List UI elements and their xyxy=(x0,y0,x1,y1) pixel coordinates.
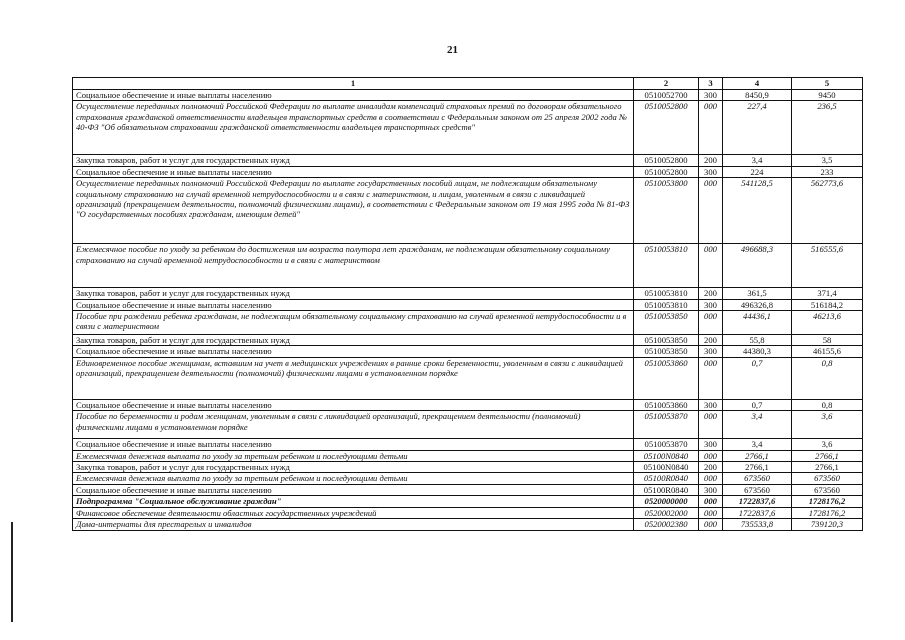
row-name-cell: Ежемесячная денежная выплата по уходу за третьим ребенком и последующими детьми xyxy=(73,450,634,461)
row-code-cell: 0510053810 xyxy=(634,288,699,299)
row-code-cell: 0510053850 xyxy=(634,311,699,335)
row-value-4-cell: 2766,1 xyxy=(723,450,792,461)
table-row xyxy=(73,299,863,310)
row-code-cell: 0510052800 xyxy=(634,101,699,155)
row-value-5-cell: 3,6 xyxy=(792,439,863,450)
table-row xyxy=(73,244,863,288)
row-name-cell: Закупка товаров, работ и услуг для государственных нужд xyxy=(73,335,634,346)
row-value-4-cell: 1722837,6 xyxy=(723,507,792,518)
row-value-4-cell: 44436,1 xyxy=(723,311,792,335)
row-value-4-cell: 1722837,6 xyxy=(723,496,792,507)
row-value-5-cell: 46213,6 xyxy=(792,311,863,335)
column-header: 1 xyxy=(73,78,634,90)
table-row xyxy=(73,496,863,507)
table-row xyxy=(73,519,863,530)
row-value-5-cell: 2766,1 xyxy=(792,462,863,473)
row-type-cell: 000 xyxy=(699,473,723,484)
row-value-4-cell: 0,7 xyxy=(723,357,792,399)
row-value-4-cell: 673560 xyxy=(723,473,792,484)
row-value-5-cell: 0,8 xyxy=(792,399,863,410)
table-row xyxy=(73,439,863,450)
row-value-5-cell: 3,5 xyxy=(792,155,863,166)
row-name-cell: Социальное обеспечение и иные выплаты населению xyxy=(73,299,634,310)
row-type-cell: 200 xyxy=(699,155,723,166)
row-code-cell: 0510053870 xyxy=(634,411,699,439)
row-value-5-cell: 0,8 xyxy=(792,357,863,399)
row-type-cell: 000 xyxy=(699,101,723,155)
row-name-cell: Ежемесячное пособие по уходу за ребенком до достижения им возраста полутора лет гражданам, не подлежащим обязательному социальному страхованию на случай временной нетрудоспособности и в связи с материнством xyxy=(73,244,634,288)
row-type-cell: 300 xyxy=(699,484,723,495)
row-type-cell: 000 xyxy=(699,357,723,399)
row-code-cell: 0510052700 xyxy=(634,90,699,101)
row-value-5-cell: 562773,6 xyxy=(792,178,863,244)
table-row xyxy=(73,484,863,495)
row-value-4-cell: 673560 xyxy=(723,484,792,495)
row-code-cell: 0510053850 xyxy=(634,346,699,357)
row-value-5-cell: 516184,2 xyxy=(792,299,863,310)
table-row xyxy=(73,346,863,357)
row-code-cell: 0510053800 xyxy=(634,178,699,244)
table-row xyxy=(73,450,863,461)
table-row xyxy=(73,311,863,335)
row-value-4-cell: 224 xyxy=(723,166,792,177)
row-type-cell: 000 xyxy=(699,507,723,518)
row-type-cell: 200 xyxy=(699,462,723,473)
row-value-5-cell: 2766,1 xyxy=(792,450,863,461)
row-value-4-cell: 8450,9 xyxy=(723,90,792,101)
row-value-5-cell: 1728176,2 xyxy=(792,507,863,518)
row-value-4-cell: 2766,1 xyxy=(723,462,792,473)
row-name-cell: Пособие при рождении ребенка гражданам, не подлежащим обязательному социальному страхованию на случай временной нетрудоспособности и в связи с материнством xyxy=(73,311,634,335)
row-value-4-cell: 361,5 xyxy=(723,288,792,299)
row-value-5-cell: 46155,6 xyxy=(792,346,863,357)
row-value-4-cell: 3,4 xyxy=(723,155,792,166)
row-value-5-cell: 739120,3 xyxy=(792,519,863,530)
row-code-cell: 05100N0840 xyxy=(634,462,699,473)
row-value-5-cell: 233 xyxy=(792,166,863,177)
column-header: 4 xyxy=(723,78,792,90)
row-type-cell: 000 xyxy=(699,311,723,335)
row-value-4-cell: 3,4 xyxy=(723,411,792,439)
row-code-cell: 0520000000 xyxy=(634,496,699,507)
row-type-cell: 200 xyxy=(699,335,723,346)
row-value-4-cell: 496326,8 xyxy=(723,299,792,310)
row-name-cell: Закупка товаров, работ и услуг для государственных нужд xyxy=(73,288,634,299)
row-value-5-cell: 236,5 xyxy=(792,101,863,155)
row-value-4-cell: 541128,5 xyxy=(723,178,792,244)
page-number: 21 xyxy=(447,44,458,56)
row-value-5-cell: 516555,6 xyxy=(792,244,863,288)
row-value-4-cell: 227,4 xyxy=(723,101,792,155)
row-type-cell: 300 xyxy=(699,439,723,450)
row-name-cell: Социальное обеспечение и иные выплаты населению xyxy=(73,439,634,450)
row-type-cell: 000 xyxy=(699,450,723,461)
row-type-cell: 000 xyxy=(699,411,723,439)
table-header-row xyxy=(73,78,863,90)
table-row xyxy=(73,462,863,473)
row-name-cell: Пособие по беременности и родам женщинам, уволенным в связи с ликвидацией организаций, прекращением деятельности (полномочий) физическими лицами в установленном порядке xyxy=(73,411,634,439)
row-code-cell: 05100R0840 xyxy=(634,473,699,484)
column-header: 3 xyxy=(699,78,723,90)
row-type-cell: 000 xyxy=(699,244,723,288)
row-type-cell: 300 xyxy=(699,346,723,357)
row-value-5-cell: 58 xyxy=(792,335,863,346)
row-type-cell: 300 xyxy=(699,90,723,101)
table-row xyxy=(73,101,863,155)
row-code-cell: 0510053810 xyxy=(634,299,699,310)
table-row xyxy=(73,335,863,346)
table-row xyxy=(73,155,863,166)
row-value-5-cell: 1728176,2 xyxy=(792,496,863,507)
row-value-5-cell: 9450 xyxy=(792,90,863,101)
row-code-cell: 0520002380 xyxy=(634,519,699,530)
column-header: 2 xyxy=(634,78,699,90)
table-row xyxy=(73,473,863,484)
row-name-cell: Закупка товаров, работ и услуг для государственных нужд xyxy=(73,155,634,166)
row-name-cell: Социальное обеспечение и иные выплаты населению xyxy=(73,399,634,410)
row-value-4-cell: 0,7 xyxy=(723,399,792,410)
row-code-cell: 0510052800 xyxy=(634,166,699,177)
row-name-cell: Социальное обеспечение и иные выплаты населению xyxy=(73,90,634,101)
row-value-4-cell: 55,8 xyxy=(723,335,792,346)
row-name-cell: Социальное обеспечение и иные выплаты населению xyxy=(73,166,634,177)
row-type-cell: 000 xyxy=(699,496,723,507)
row-type-cell: 000 xyxy=(699,178,723,244)
row-code-cell: 0520002000 xyxy=(634,507,699,518)
row-name-cell: Финансовое обеспечение деятельности областных государственных учреждений xyxy=(73,507,634,518)
row-name-cell: Закупка товаров, работ и услуг для государственных нужд xyxy=(73,462,634,473)
row-name-cell: Осуществление переданных полномочий Российской Федерации по выплате инвалидам компенсаций страховых премий по договорам обязательного страхования гражданской ответственности владельцев транспортных средств в соответствии с Федеральным законом от 25 апреля 2002 года № 40-ФЗ "Об обязательном страховании гражданской ответственности владельцев транспортных средств" xyxy=(73,101,634,155)
table-row xyxy=(73,178,863,244)
row-name-cell: Дома-интернаты для престарелых и инвалидов xyxy=(73,519,634,530)
row-code-cell: 0510053860 xyxy=(634,357,699,399)
row-value-5-cell: 371,4 xyxy=(792,288,863,299)
budget-table xyxy=(72,77,863,531)
table-row xyxy=(73,411,863,439)
row-code-cell: 05100N0840 xyxy=(634,450,699,461)
row-value-4-cell: 496688,3 xyxy=(723,244,792,288)
row-type-cell: 300 xyxy=(699,166,723,177)
row-type-cell: 300 xyxy=(699,299,723,310)
row-value-5-cell: 3,6 xyxy=(792,411,863,439)
table-row xyxy=(73,90,863,101)
row-code-cell: 0510052800 xyxy=(634,155,699,166)
table-row xyxy=(73,357,863,399)
row-code-cell: 0510053850 xyxy=(634,335,699,346)
row-type-cell: 000 xyxy=(699,519,723,530)
row-value-4-cell: 44380,3 xyxy=(723,346,792,357)
table-row xyxy=(73,399,863,410)
row-code-cell: 0510053870 xyxy=(634,439,699,450)
column-header: 5 xyxy=(792,78,863,90)
row-value-5-cell: 673560 xyxy=(792,484,863,495)
row-name-cell: Подпрограмма "Социальное обслуживание граждан" xyxy=(73,496,634,507)
margin-rule xyxy=(11,522,13,622)
row-name-cell: Осуществление переданных полномочий Российской Федерации по выплате государственных пособий лицам, не подлежащим обязательному социальному страхованию на случай временной нетрудоспособности и в связи с материнством, и лицам, уволенным в связи с ликвидацией организаций (прекращением деятельности, полномочий физическими лицами), в соответствии с Федеральным законом от 19 мая 1995 года № 81-ФЗ "О государственных пособиях гражданам, имеющим детей" xyxy=(73,178,634,244)
table-row xyxy=(73,288,863,299)
row-name-cell: Ежемесячная денежная выплата по уходу за третьим ребенком и последующими детьми xyxy=(73,473,634,484)
row-code-cell: 0510053860 xyxy=(634,399,699,410)
row-type-cell: 200 xyxy=(699,288,723,299)
row-value-5-cell: 673560 xyxy=(792,473,863,484)
table-row xyxy=(73,507,863,518)
row-name-cell: Единовременное пособие женщинам, вставшим на учет в медицинских учреждениях в ранние сроки беременности, уволенным в связи с ликвидацией организаций, прекращением деятельности (полномочий) физическими лицами в установленном порядке xyxy=(73,357,634,399)
table-row xyxy=(73,166,863,177)
row-code-cell: 05100R0840 xyxy=(634,484,699,495)
row-value-4-cell: 3,4 xyxy=(723,439,792,450)
row-code-cell: 0510053810 xyxy=(634,244,699,288)
row-name-cell: Социальное обеспечение и иные выплаты населению xyxy=(73,484,634,495)
row-name-cell: Социальное обеспечение и иные выплаты населению xyxy=(73,346,634,357)
row-type-cell: 300 xyxy=(699,399,723,410)
row-value-4-cell: 735533,8 xyxy=(723,519,792,530)
